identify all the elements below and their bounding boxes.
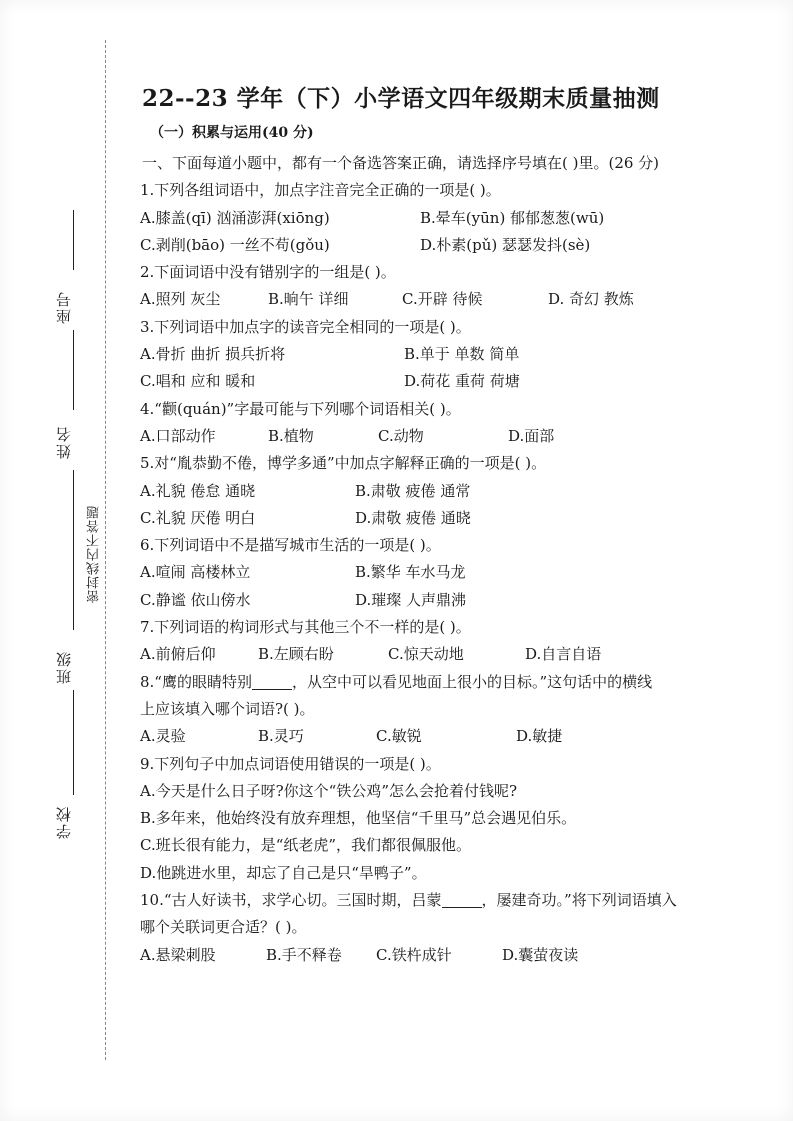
q3-option-d: D.荷花 重荷 荷塘	[404, 372, 520, 391]
q2-option-a: A.照列 灰尘	[140, 290, 221, 309]
q1-option-b: B.晕车(yūn) 郁郁葱葱(wū)	[420, 208, 605, 227]
q10-option-b: B.手不释卷	[266, 945, 342, 964]
binding-dashed-line	[105, 40, 106, 1060]
q2-stem: 2.下面词语中没有错别字的一组是( )。	[140, 263, 396, 282]
q5-option-c: C.礼貌 厌倦 明白	[140, 508, 256, 527]
section-heading: （一）积累与运用(40 分)	[150, 125, 314, 141]
q10-answer-blank[interactable]	[442, 889, 482, 908]
q8-option-c: C.敏锐	[376, 727, 422, 746]
q6-options-row1	[140, 559, 760, 586]
q5-options-row1	[140, 478, 760, 505]
q2-option-d: D. 奇幻 教炼	[548, 290, 634, 309]
q2-option-b: B.晌午 详细	[268, 290, 349, 309]
q6-stem: 6.下列词语中不是描写城市生活的一项是( )。	[140, 536, 441, 555]
q3-option-b: B.单于 单数 简单	[404, 345, 520, 364]
q6-option-a: A.喧闹 高楼林立	[140, 563, 251, 582]
q10-option-a: A.悬梁刺股	[140, 945, 216, 964]
q1-option-d: D.朴素(pǔ) 瑟瑟发抖(sè)	[420, 235, 591, 254]
q3-option-a: A.骨折 曲折 损兵折将	[140, 345, 286, 364]
q7-option-a: A.前俯后仰	[140, 645, 216, 664]
name-line	[73, 330, 74, 410]
q9-option-c: C.班长很有能力，是“纸老虎”，我们都很佩服他。	[140, 836, 472, 855]
q2-options	[140, 286, 760, 313]
name-label: 姓名	[55, 425, 73, 459]
q8-options	[140, 723, 760, 750]
q3-option-c: C.唱和 应和 暖和	[140, 372, 256, 391]
q10-option-d: D.囊萤夜读	[502, 945, 579, 964]
q4-option-b: B.植物	[268, 426, 314, 445]
q8-answer-blank[interactable]	[252, 671, 292, 690]
seat-line	[73, 210, 74, 270]
q1-option-a: A.膝盖(qī) 汹涌澎湃(xiōng)	[140, 208, 330, 227]
q7-option-d: D.自言自语	[525, 645, 602, 664]
q6-options-row2	[140, 587, 760, 614]
q7-options	[140, 641, 760, 668]
q7-stem: 7.下列词语的构词形式与其他三个不一样的是( )。	[140, 618, 471, 637]
q1-stem: 1.下列各组词语中，加点字注音完全正确的一项是( )。	[140, 181, 501, 200]
q10-options	[140, 942, 760, 969]
q1-options-row2	[140, 232, 760, 259]
q6-option-c: C.静谧 依山傍水	[140, 590, 251, 609]
q10-stem	[140, 887, 760, 914]
q8-stem-after: ，从空中可以看见地面上很小的目标。”这句话中的横线	[291, 672, 653, 691]
q3-options-row1	[140, 341, 760, 368]
q10-option-c: C.铁杵成针	[376, 945, 452, 964]
q5-option-d: D.肃敬 疲倦 通晓	[355, 508, 471, 527]
exam-title: 22--23 学年（下）小学语文四年级期末质量抽测	[142, 85, 660, 112]
q4-stem: 4.“颧(quán)”字最可能与下列哪个词语相关( )。	[140, 399, 461, 418]
seat-label: 座号	[55, 290, 73, 324]
q7-option-b: B.左顾右盼	[258, 645, 334, 664]
q10-stem-after: ，屡建奇功。”将下列词语填入	[481, 891, 677, 910]
q9-option-a: A.今天是什么日子呀?你这个“铁公鸡”怎么会抢着付钱呢?	[140, 781, 518, 800]
q9-stem: 9.下列句子中加点词语使用错误的一项是( )。	[140, 754, 441, 773]
school-line	[73, 690, 74, 795]
q1-options-row1	[140, 205, 760, 232]
q5-stem: 5.对“胤恭勤不倦，博学多通”中加点字解释正确的一项是( )。	[140, 454, 547, 473]
q9-option-d: D.他跳进水里，却忘了自己是只“旱鸭子”。	[140, 863, 427, 882]
q3-options-row2	[140, 368, 760, 395]
q4-option-c: C.动物	[378, 426, 424, 445]
q4-options	[140, 423, 760, 450]
q3-stem: 3.下列词语中加点字的读音完全相同的一项是( )。	[140, 317, 471, 336]
q9-option-b: B.多年来，他始终没有放弃理想，他坚信“千里马”总会遇见伯乐。	[140, 809, 577, 828]
q10-stem-before: 10.“古人好读书，求学心切。三国时期，吕蒙	[140, 891, 442, 910]
q8-stem-line2: 上应该填入哪个词语?( )。	[140, 699, 315, 718]
q2-option-c: C.开辟 待候	[402, 290, 483, 309]
q5-options-row2	[140, 505, 760, 532]
q8-option-d: D.敏捷	[516, 727, 563, 746]
q10-stem-line2: 哪个关联词更合适？( )。	[140, 918, 307, 937]
q1-option-c: C.剥削(bāo) 一丝不苟(gǒu)	[140, 235, 330, 254]
q7-option-c: C.惊天动地	[388, 645, 464, 664]
seal-line-note: 密封线内不答题	[87, 505, 102, 603]
q4-option-a: A.口部动作	[140, 426, 216, 445]
class-label: 班级	[55, 650, 73, 684]
part-instruction: 一、下面每道小题中，都有一个备选答案正确，请选择序号填在( )里。(26 分)	[142, 154, 660, 172]
q8-stem-before: 8.“鹰的眼睛特别	[140, 672, 252, 691]
q6-option-b: B.繁华 车水马龙	[355, 563, 466, 582]
question-list	[140, 150, 760, 969]
q4-option-d: D.面部	[508, 426, 555, 445]
q5-option-a: A.礼貌 倦怠 通晓	[140, 481, 256, 500]
q8-stem	[140, 669, 760, 696]
school-label: 学校	[55, 805, 73, 839]
q8-option-a: A.灵验	[140, 727, 186, 746]
q8-option-b: B.灵巧	[258, 727, 304, 746]
q6-option-d: D.璀璨 人声鼎沸	[355, 590, 467, 609]
q5-option-b: B.肃敬 疲倦 通常	[355, 481, 471, 500]
class-line	[73, 470, 74, 630]
